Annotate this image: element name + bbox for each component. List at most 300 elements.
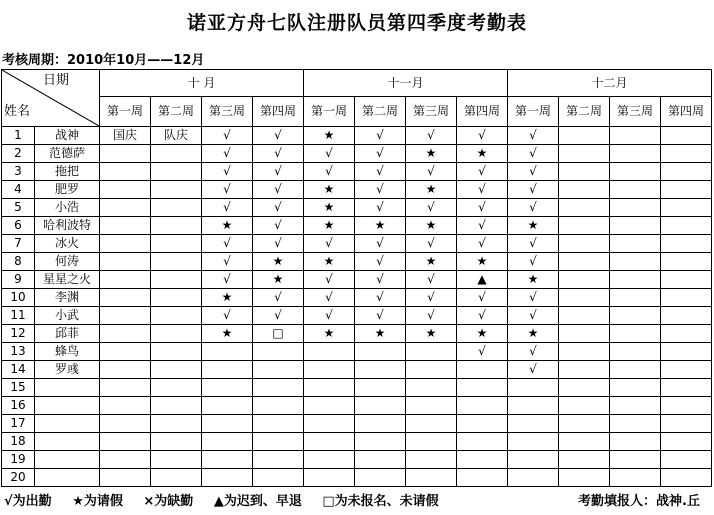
- attendance-mark: √: [304, 145, 355, 163]
- attendance-mark: [406, 469, 457, 487]
- attendance-mark: √: [457, 343, 508, 361]
- member-name: 拖把: [35, 163, 100, 181]
- attendance-mark: [559, 433, 610, 451]
- attendance-mark: [610, 415, 661, 433]
- attendance-mark: √: [355, 253, 406, 271]
- week-header: 第四周: [661, 97, 712, 127]
- attendance-mark: [151, 343, 202, 361]
- table-row: [2, 307, 712, 325]
- attendance-mark: √: [202, 199, 253, 217]
- attendance-mark: √: [304, 289, 355, 307]
- attendance-mark: ★: [457, 253, 508, 271]
- attendance-mark: [661, 199, 712, 217]
- week-header: 第一周: [508, 97, 559, 127]
- attendance-mark: [508, 379, 559, 397]
- attendance-mark: □: [253, 325, 304, 343]
- attendance-mark: [661, 361, 712, 379]
- attendance-mark: [457, 397, 508, 415]
- attendance-mark: [100, 163, 151, 181]
- attendance-mark: [661, 397, 712, 415]
- attendance-mark: ★: [406, 145, 457, 163]
- row-number: 6: [2, 217, 35, 235]
- attendance-mark: √: [406, 235, 457, 253]
- attendance-mark: √: [355, 163, 406, 181]
- attendance-mark: [151, 271, 202, 289]
- attendance-mark: [100, 307, 151, 325]
- row-number: 13: [2, 343, 35, 361]
- member-name: 蜂鸟: [35, 343, 100, 361]
- attendance-mark: √: [253, 181, 304, 199]
- attendance-mark: √: [304, 307, 355, 325]
- attendance-mark: [661, 163, 712, 181]
- attendance-mark: [355, 343, 406, 361]
- attendance-mark: [355, 433, 406, 451]
- table-row: [2, 271, 712, 289]
- attendance-mark: √: [304, 163, 355, 181]
- attendance-mark: [661, 343, 712, 361]
- member-name: [35, 433, 100, 451]
- row-number: 16: [2, 397, 35, 415]
- row-number: 1: [2, 127, 35, 145]
- attendance-mark: [457, 361, 508, 379]
- attendance-mark: [253, 451, 304, 469]
- table-row: [2, 469, 712, 487]
- attendance-mark: [151, 253, 202, 271]
- attendance-mark: [559, 181, 610, 199]
- attendance-mark: [355, 469, 406, 487]
- member-name: 李渊: [35, 289, 100, 307]
- attendance-mark: [253, 397, 304, 415]
- attendance-mark: [610, 361, 661, 379]
- attendance-mark: [610, 325, 661, 343]
- table-row: [2, 361, 712, 379]
- row-number: 10: [2, 289, 35, 307]
- table-row: [2, 145, 712, 163]
- attendance-mark: [661, 217, 712, 235]
- row-number: 7: [2, 235, 35, 253]
- attendance-mark: ★: [202, 217, 253, 235]
- week-header: 第一周: [304, 97, 355, 127]
- attendance-mark: √: [457, 307, 508, 325]
- attendance-mark: [151, 451, 202, 469]
- attendance-mark: [406, 451, 457, 469]
- attendance-mark: [457, 379, 508, 397]
- attendance-mark: [661, 451, 712, 469]
- attendance-mark: ★: [304, 253, 355, 271]
- attendance-mark: [151, 325, 202, 343]
- attendance-mark: √: [253, 199, 304, 217]
- row-number: 11: [2, 307, 35, 325]
- attendance-mark: √: [457, 181, 508, 199]
- attendance-mark: [151, 379, 202, 397]
- attendance-mark: √: [355, 235, 406, 253]
- attendance-mark: [508, 433, 559, 451]
- attendance-mark: ★: [508, 325, 559, 343]
- member-name: 冰火: [35, 235, 100, 253]
- row-number: 4: [2, 181, 35, 199]
- table-row: [2, 397, 712, 415]
- attendance-mark: √: [202, 307, 253, 325]
- legend-absent: ×为缺勤: [143, 494, 194, 509]
- attendance-mark: √: [508, 199, 559, 217]
- attendance-mark: ★: [355, 325, 406, 343]
- attendance-mark: [100, 379, 151, 397]
- month-december: 十二月: [508, 70, 712, 97]
- attendance-mark: ★: [355, 217, 406, 235]
- attendance-mark: √: [457, 289, 508, 307]
- attendance-mark: √: [355, 127, 406, 145]
- row-number: 8: [2, 253, 35, 271]
- table-row: [2, 253, 712, 271]
- attendance-mark: ★: [304, 181, 355, 199]
- attendance-mark: [610, 145, 661, 163]
- attendance-mark: [610, 217, 661, 235]
- table-row: [2, 451, 712, 469]
- attendance-mark: [610, 127, 661, 145]
- attendance-mark: [151, 163, 202, 181]
- attendance-mark: [661, 145, 712, 163]
- attendance-mark: [253, 379, 304, 397]
- week-header: 第二周: [355, 97, 406, 127]
- attendance-mark: ★: [202, 325, 253, 343]
- attendance-mark: ★: [457, 325, 508, 343]
- date-label: 日期: [42, 73, 69, 88]
- member-name: 何涛: [35, 253, 100, 271]
- attendance-mark: [304, 451, 355, 469]
- attendance-mark: √: [457, 217, 508, 235]
- attendance-mark: √: [202, 145, 253, 163]
- attendance-mark: [151, 145, 202, 163]
- attendance-mark: √: [406, 163, 457, 181]
- attendance-mark: [559, 451, 610, 469]
- attendance-mark: [100, 217, 151, 235]
- table-row: [2, 181, 712, 199]
- attendance-mark: ★: [457, 145, 508, 163]
- reporter: 考勤填报人：战神.丘: [578, 494, 700, 509]
- attendance-mark: √: [508, 163, 559, 181]
- member-name: 邱菲: [35, 325, 100, 343]
- attendance-mark: [304, 397, 355, 415]
- attendance-mark: [406, 343, 457, 361]
- month-november: 十一月: [304, 70, 508, 97]
- attendance-mark: [457, 415, 508, 433]
- attendance-mark: [508, 397, 559, 415]
- attendance-mark: [355, 361, 406, 379]
- attendance-mark: ★: [304, 325, 355, 343]
- attendance-mark: [661, 433, 712, 451]
- attendance-mark: [610, 289, 661, 307]
- attendance-mark: [559, 271, 610, 289]
- attendance-mark: [559, 325, 610, 343]
- attendance-mark: √: [457, 127, 508, 145]
- week-header: 第二周: [559, 97, 610, 127]
- attendance-mark: [559, 361, 610, 379]
- attendance-mark: √: [406, 271, 457, 289]
- member-name: 范德萨: [35, 145, 100, 163]
- assessment-period: 考核周期：2010年10月——12月: [2, 53, 205, 68]
- attendance-mark: [100, 253, 151, 271]
- attendance-mark: [610, 433, 661, 451]
- attendance-mark: [610, 379, 661, 397]
- attendance-mark: [151, 415, 202, 433]
- member-name: 哈利波特: [35, 217, 100, 235]
- attendance-mark: [559, 397, 610, 415]
- attendance-mark: [151, 361, 202, 379]
- attendance-mark: √: [304, 271, 355, 289]
- attendance-mark: [559, 217, 610, 235]
- attendance-mark: [508, 469, 559, 487]
- attendance-mark: [151, 469, 202, 487]
- attendance-mark: [202, 379, 253, 397]
- table-row: [2, 325, 712, 343]
- attendance-mark: [559, 379, 610, 397]
- attendance-mark: √: [508, 289, 559, 307]
- attendance-mark: ▲: [457, 271, 508, 289]
- member-name: [35, 397, 100, 415]
- attendance-mark: [253, 361, 304, 379]
- attendance-mark: [100, 271, 151, 289]
- attendance-mark: [355, 451, 406, 469]
- attendance-mark: [559, 253, 610, 271]
- row-number: 18: [2, 433, 35, 451]
- attendance-mark: [406, 433, 457, 451]
- attendance-mark: [406, 415, 457, 433]
- table-row: [2, 217, 712, 235]
- attendance-mark: [304, 379, 355, 397]
- attendance-mark: √: [253, 235, 304, 253]
- attendance-mark: √: [355, 289, 406, 307]
- table-row: [2, 163, 712, 181]
- week-header: 第三周: [610, 97, 661, 127]
- row-number: 3: [2, 163, 35, 181]
- table-row: [2, 127, 712, 145]
- attendance-mark: [202, 451, 253, 469]
- attendance-mark: √: [406, 289, 457, 307]
- attendance-mark: ★: [508, 271, 559, 289]
- attendance-mark: [661, 379, 712, 397]
- week-header: 第三周: [202, 97, 253, 127]
- row-number: 12: [2, 325, 35, 343]
- attendance-mark: [355, 415, 406, 433]
- attendance-mark: [559, 307, 610, 325]
- attendance-mark: [253, 469, 304, 487]
- attendance-mark: [151, 397, 202, 415]
- attendance-mark: [304, 343, 355, 361]
- attendance-mark: √: [406, 307, 457, 325]
- member-name: 战神: [35, 127, 100, 145]
- week-header: 第一周: [100, 97, 151, 127]
- attendance-mark: √: [202, 253, 253, 271]
- row-number: 19: [2, 451, 35, 469]
- attendance-mark: √: [406, 199, 457, 217]
- legend-unregistered: □为未报名、未请假: [322, 494, 439, 509]
- table-row: [2, 343, 712, 361]
- attendance-mark: [151, 181, 202, 199]
- attendance-mark: √: [202, 235, 253, 253]
- week-header: 第四周: [457, 97, 508, 127]
- attendance-mark: [100, 325, 151, 343]
- attendance-mark: [610, 235, 661, 253]
- attendance-mark: [202, 361, 253, 379]
- attendance-mark: [457, 433, 508, 451]
- member-name: [35, 415, 100, 433]
- attendance-mark: [100, 235, 151, 253]
- table-row: [2, 235, 712, 253]
- table-row: [2, 289, 712, 307]
- attendance-mark: [355, 379, 406, 397]
- attendance-mark: [253, 343, 304, 361]
- attendance-mark: [508, 415, 559, 433]
- attendance-mark: [457, 451, 508, 469]
- attendance-mark: [253, 415, 304, 433]
- member-name: [35, 379, 100, 397]
- table-row: [2, 379, 712, 397]
- attendance-mark: [202, 397, 253, 415]
- member-name: 罗彧: [35, 361, 100, 379]
- attendance-mark: ★: [304, 199, 355, 217]
- attendance-mark: [100, 451, 151, 469]
- row-number: 14: [2, 361, 35, 379]
- attendance-mark: [610, 163, 661, 181]
- attendance-mark: [661, 253, 712, 271]
- attendance-mark: [610, 181, 661, 199]
- attendance-mark: [151, 217, 202, 235]
- attendance-mark: √: [508, 307, 559, 325]
- table-row: [2, 415, 712, 433]
- attendance-mark: [202, 343, 253, 361]
- attendance-mark: [253, 433, 304, 451]
- attendance-mark: [661, 469, 712, 487]
- attendance-mark: √: [457, 199, 508, 217]
- corner-cell: [2, 70, 100, 127]
- attendance-mark: [610, 451, 661, 469]
- attendance-mark: √: [508, 235, 559, 253]
- attendance-mark: [661, 415, 712, 433]
- attendance-mark: [100, 469, 151, 487]
- attendance-mark: √: [355, 307, 406, 325]
- attendance-mark: [661, 271, 712, 289]
- attendance-mark: [304, 415, 355, 433]
- attendance-mark: [457, 469, 508, 487]
- member-name: 小浩: [35, 199, 100, 217]
- attendance-mark: [661, 127, 712, 145]
- attendance-mark: ★: [202, 289, 253, 307]
- legend: [4, 490, 455, 509]
- attendance-mark: [304, 361, 355, 379]
- name-label: 姓名: [4, 104, 31, 119]
- attendance-mark: ★: [508, 217, 559, 235]
- attendance-mark: [661, 307, 712, 325]
- attendance-mark: √: [253, 307, 304, 325]
- attendance-mark: ★: [304, 217, 355, 235]
- attendance-mark: [304, 469, 355, 487]
- attendance-mark: [610, 199, 661, 217]
- attendance-mark: [559, 235, 610, 253]
- row-number: 17: [2, 415, 35, 433]
- attendance-mark: [610, 307, 661, 325]
- attendance-mark: [304, 433, 355, 451]
- row-number: 9: [2, 271, 35, 289]
- attendance-mark: ★: [406, 181, 457, 199]
- attendance-mark: √: [508, 181, 559, 199]
- attendance-mark: [610, 469, 661, 487]
- month-october: 十 月: [100, 70, 304, 97]
- attendance-mark: √: [202, 271, 253, 289]
- attendance-mark: [661, 181, 712, 199]
- attendance-mark: ★: [253, 253, 304, 271]
- attendance-mark: ★: [253, 271, 304, 289]
- row-number: 2: [2, 145, 35, 163]
- week-header: 第二周: [151, 97, 202, 127]
- week-header: 第四周: [253, 97, 304, 127]
- attendance-mark: √: [253, 127, 304, 145]
- row-number: 20: [2, 469, 35, 487]
- week-header: 第三周: [406, 97, 457, 127]
- row-number: 5: [2, 199, 35, 217]
- member-name: 星星之火: [35, 271, 100, 289]
- legend-present: √为出勤: [4, 494, 52, 509]
- attendance-mark: 队庆: [151, 127, 202, 145]
- attendance-mark: √: [355, 271, 406, 289]
- attendance-mark: [100, 181, 151, 199]
- attendance-mark: [100, 145, 151, 163]
- attendance-mark: [100, 289, 151, 307]
- row-number: 15: [2, 379, 35, 397]
- attendance-mark: √: [406, 127, 457, 145]
- attendance-mark: [559, 127, 610, 145]
- attendance-mark: √: [355, 199, 406, 217]
- attendance-mark: [406, 361, 457, 379]
- member-name: 小武: [35, 307, 100, 325]
- month-header-row: [2, 70, 712, 97]
- attendance-mark: [100, 199, 151, 217]
- attendance-mark: [100, 397, 151, 415]
- attendance-mark: √: [508, 361, 559, 379]
- attendance-mark: √: [508, 127, 559, 145]
- member-name: 肥罗: [35, 181, 100, 199]
- attendance-mark: √: [202, 181, 253, 199]
- table-row: [2, 433, 712, 451]
- attendance-mark: [559, 469, 610, 487]
- attendance-mark: [610, 397, 661, 415]
- attendance-mark: [610, 253, 661, 271]
- attendance-mark: ★: [304, 127, 355, 145]
- attendance-table: [1, 69, 712, 487]
- week-header-row: [2, 97, 712, 127]
- table-row: [2, 199, 712, 217]
- attendance-mark: [100, 433, 151, 451]
- legend-leave: ★为请假: [72, 494, 123, 509]
- attendance-mark: ★: [406, 217, 457, 235]
- attendance-mark: √: [253, 217, 304, 235]
- attendance-mark: √: [253, 289, 304, 307]
- attendance-mark: √: [304, 235, 355, 253]
- attendance-mark: [202, 415, 253, 433]
- attendance-mark: [151, 235, 202, 253]
- legend-late: ▲为迟到、早退: [213, 494, 302, 509]
- attendance-mark: [610, 343, 661, 361]
- attendance-mark: √: [508, 343, 559, 361]
- attendance-mark: √: [202, 127, 253, 145]
- attendance-mark: [151, 289, 202, 307]
- attendance-mark: [661, 235, 712, 253]
- attendance-mark: [151, 433, 202, 451]
- attendance-mark: [151, 199, 202, 217]
- attendance-mark: [610, 271, 661, 289]
- attendance-mark: ★: [406, 253, 457, 271]
- page-title: 诺亚方舟七队注册队员第四季度考勤表: [186, 12, 527, 34]
- member-name: [35, 469, 100, 487]
